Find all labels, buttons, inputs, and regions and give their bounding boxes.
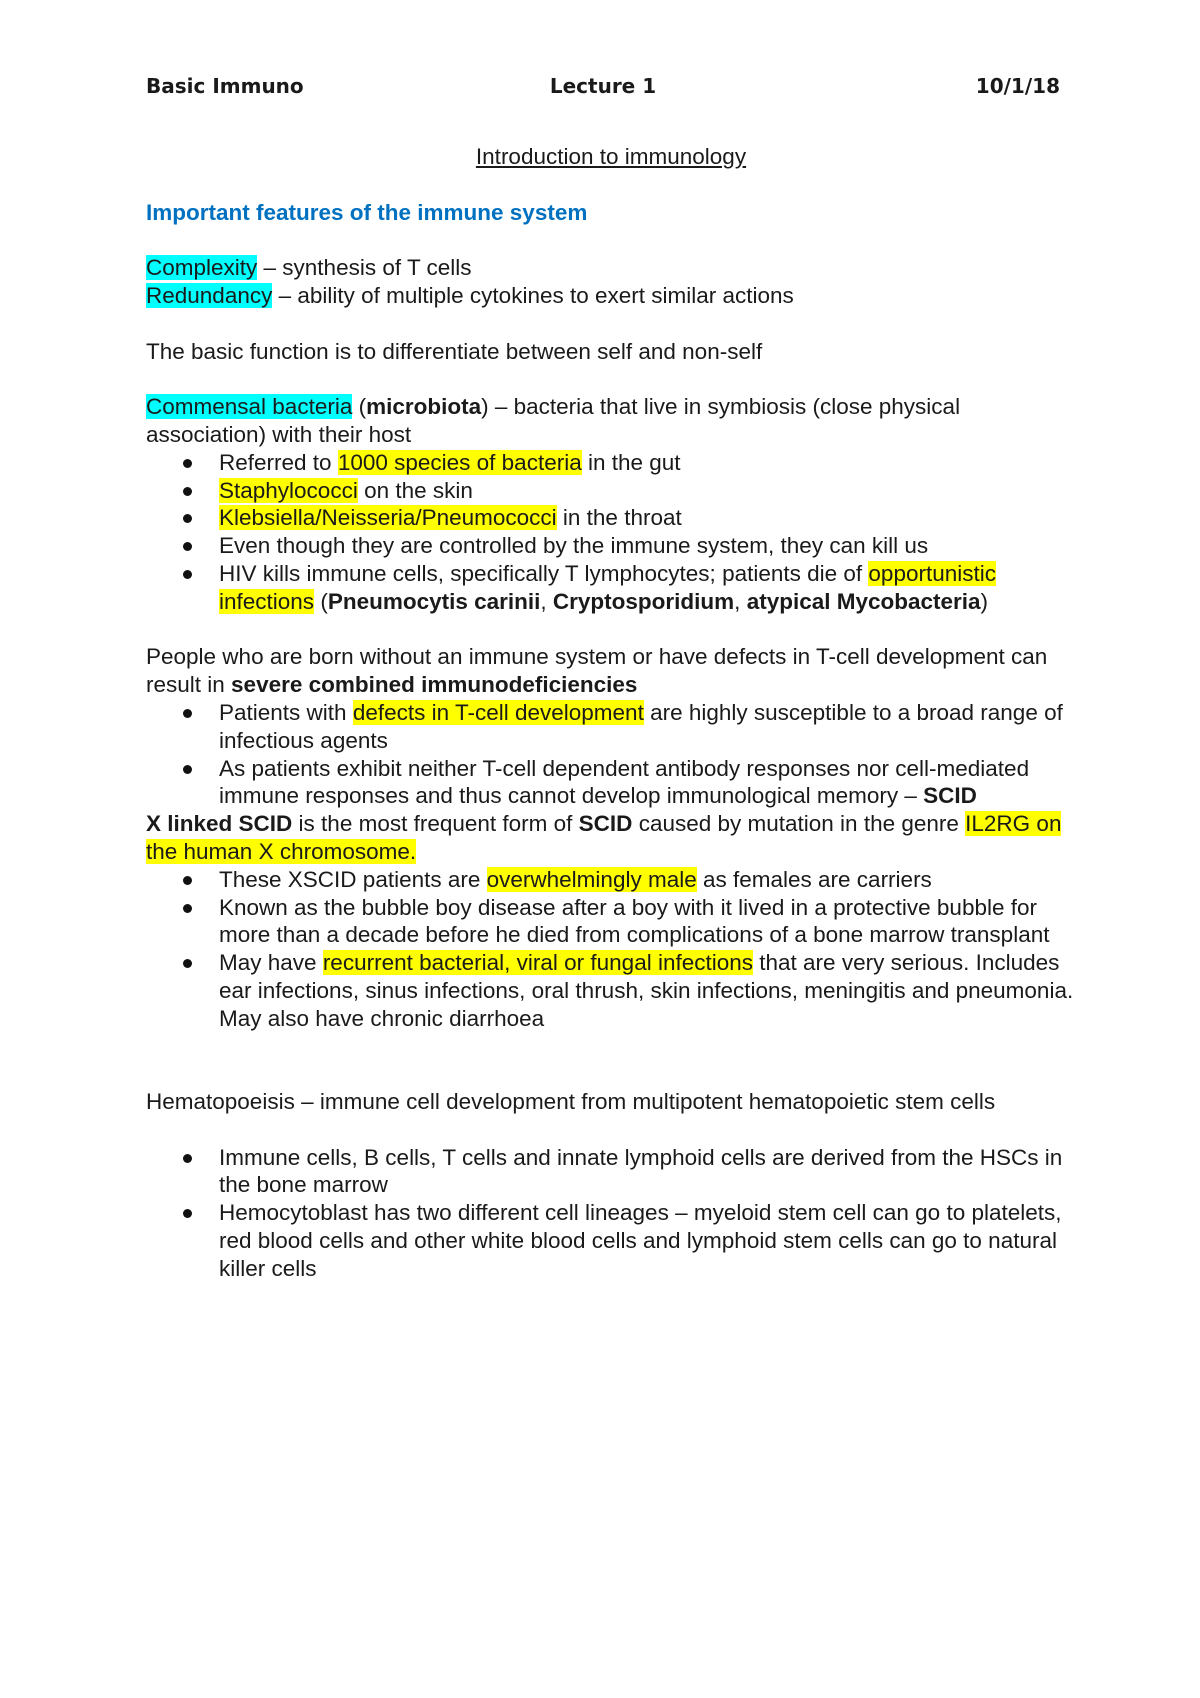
hematopoiesis-list xyxy=(146,1144,1076,1283)
xscid-paragraph: X linked SCID is the most frequent form of SCID caused by mutation in the genre IL2RG on the human X chromosome. xyxy=(146,811,1062,864)
feature-complexity: Complexity – synthesis of T cells xyxy=(146,255,472,281)
list-item: As patients exhibit neither T-cell dependent antibody responses nor cell-mediated immune responses and thus cannot develop immunological memory – SCID xyxy=(219,755,1076,811)
list-item: Hemocytoblast has two different cell lineages – myeloid stem cell can go to platelets, red blood cells and other white blood cells and lymphoid stem cells can go to natural killer cells xyxy=(219,1199,1076,1282)
list-item: Staphylococci on the skin xyxy=(219,477,1076,505)
header-lecture: Lecture 1 xyxy=(549,74,657,98)
document-title: Introduction to immunology xyxy=(475,144,747,169)
commensal-paragraph: Commensal bacteria (microbiota) – bacteria that live in symbiosis (close physical association) with their host xyxy=(146,394,961,447)
term-complexity: Complexity xyxy=(146,255,258,281)
hematopoiesis-paragraph: Hematopoeisis – immune cell development from multipotent hematopoietic stem cells xyxy=(146,1089,996,1115)
list-item: May have recurrent bacterial, viral or fungal infections that are very serious. Includes ear infections, sinus infections, oral thrush, skin infections, meningitis and pneumonia. May also have chronic diarrhoea xyxy=(219,949,1076,1032)
list-item: Klebsiella/Neisseria/Pneumococci in the throat xyxy=(219,504,1076,532)
feature-redundancy: Redundancy – ability of multiple cytokines to exert similar actions xyxy=(146,282,794,308)
header-course: Basic Immuno xyxy=(146,74,304,98)
term-commensal: Commensal bacteria xyxy=(146,394,353,420)
xscid-list xyxy=(146,866,1076,1033)
section-heading: Important features of the immune system xyxy=(146,199,588,225)
list-item: HIV kills immune cells, specifically T lymphocytes; patients die of opportunistic infections (Pneumocytis carinii, Cryptosporidium, atypical Mycobacteria) xyxy=(219,560,1076,616)
commensal-list xyxy=(146,449,1076,616)
list-item: Referred to 1000 species of bacteria in the gut xyxy=(219,449,1076,477)
scid-paragraph: People who are born without an immune system or have defects in T-cell development can result in severe combined immunodeficiencies xyxy=(146,644,1048,698)
header-date: 10/1/18 xyxy=(975,74,1060,98)
scid-list xyxy=(146,699,1076,810)
page-header xyxy=(146,74,1060,104)
document-body xyxy=(146,143,1076,1283)
list-item: Even though they are controlled by the immune system, they can kill us xyxy=(219,532,1076,560)
list-item: Immune cells, B cells, T cells and innate lymphoid cells are derived from the HSCs in the bone marrow xyxy=(219,1144,1076,1200)
basic-function-text: The basic function is to differentiate between self and non-self xyxy=(146,338,763,364)
list-item: These XSCID patients are overwhelmingly male as females are carriers xyxy=(219,866,1076,894)
term-redundancy: Redundancy xyxy=(146,282,273,308)
list-item: Known as the bubble boy disease after a boy with it lived in a protective bubble for more than a decade before he died from complications of a bone marrow transplant xyxy=(219,894,1076,950)
list-item: Patients with defects in T-cell development are highly susceptible to a broad range of infectious agents xyxy=(219,699,1076,755)
